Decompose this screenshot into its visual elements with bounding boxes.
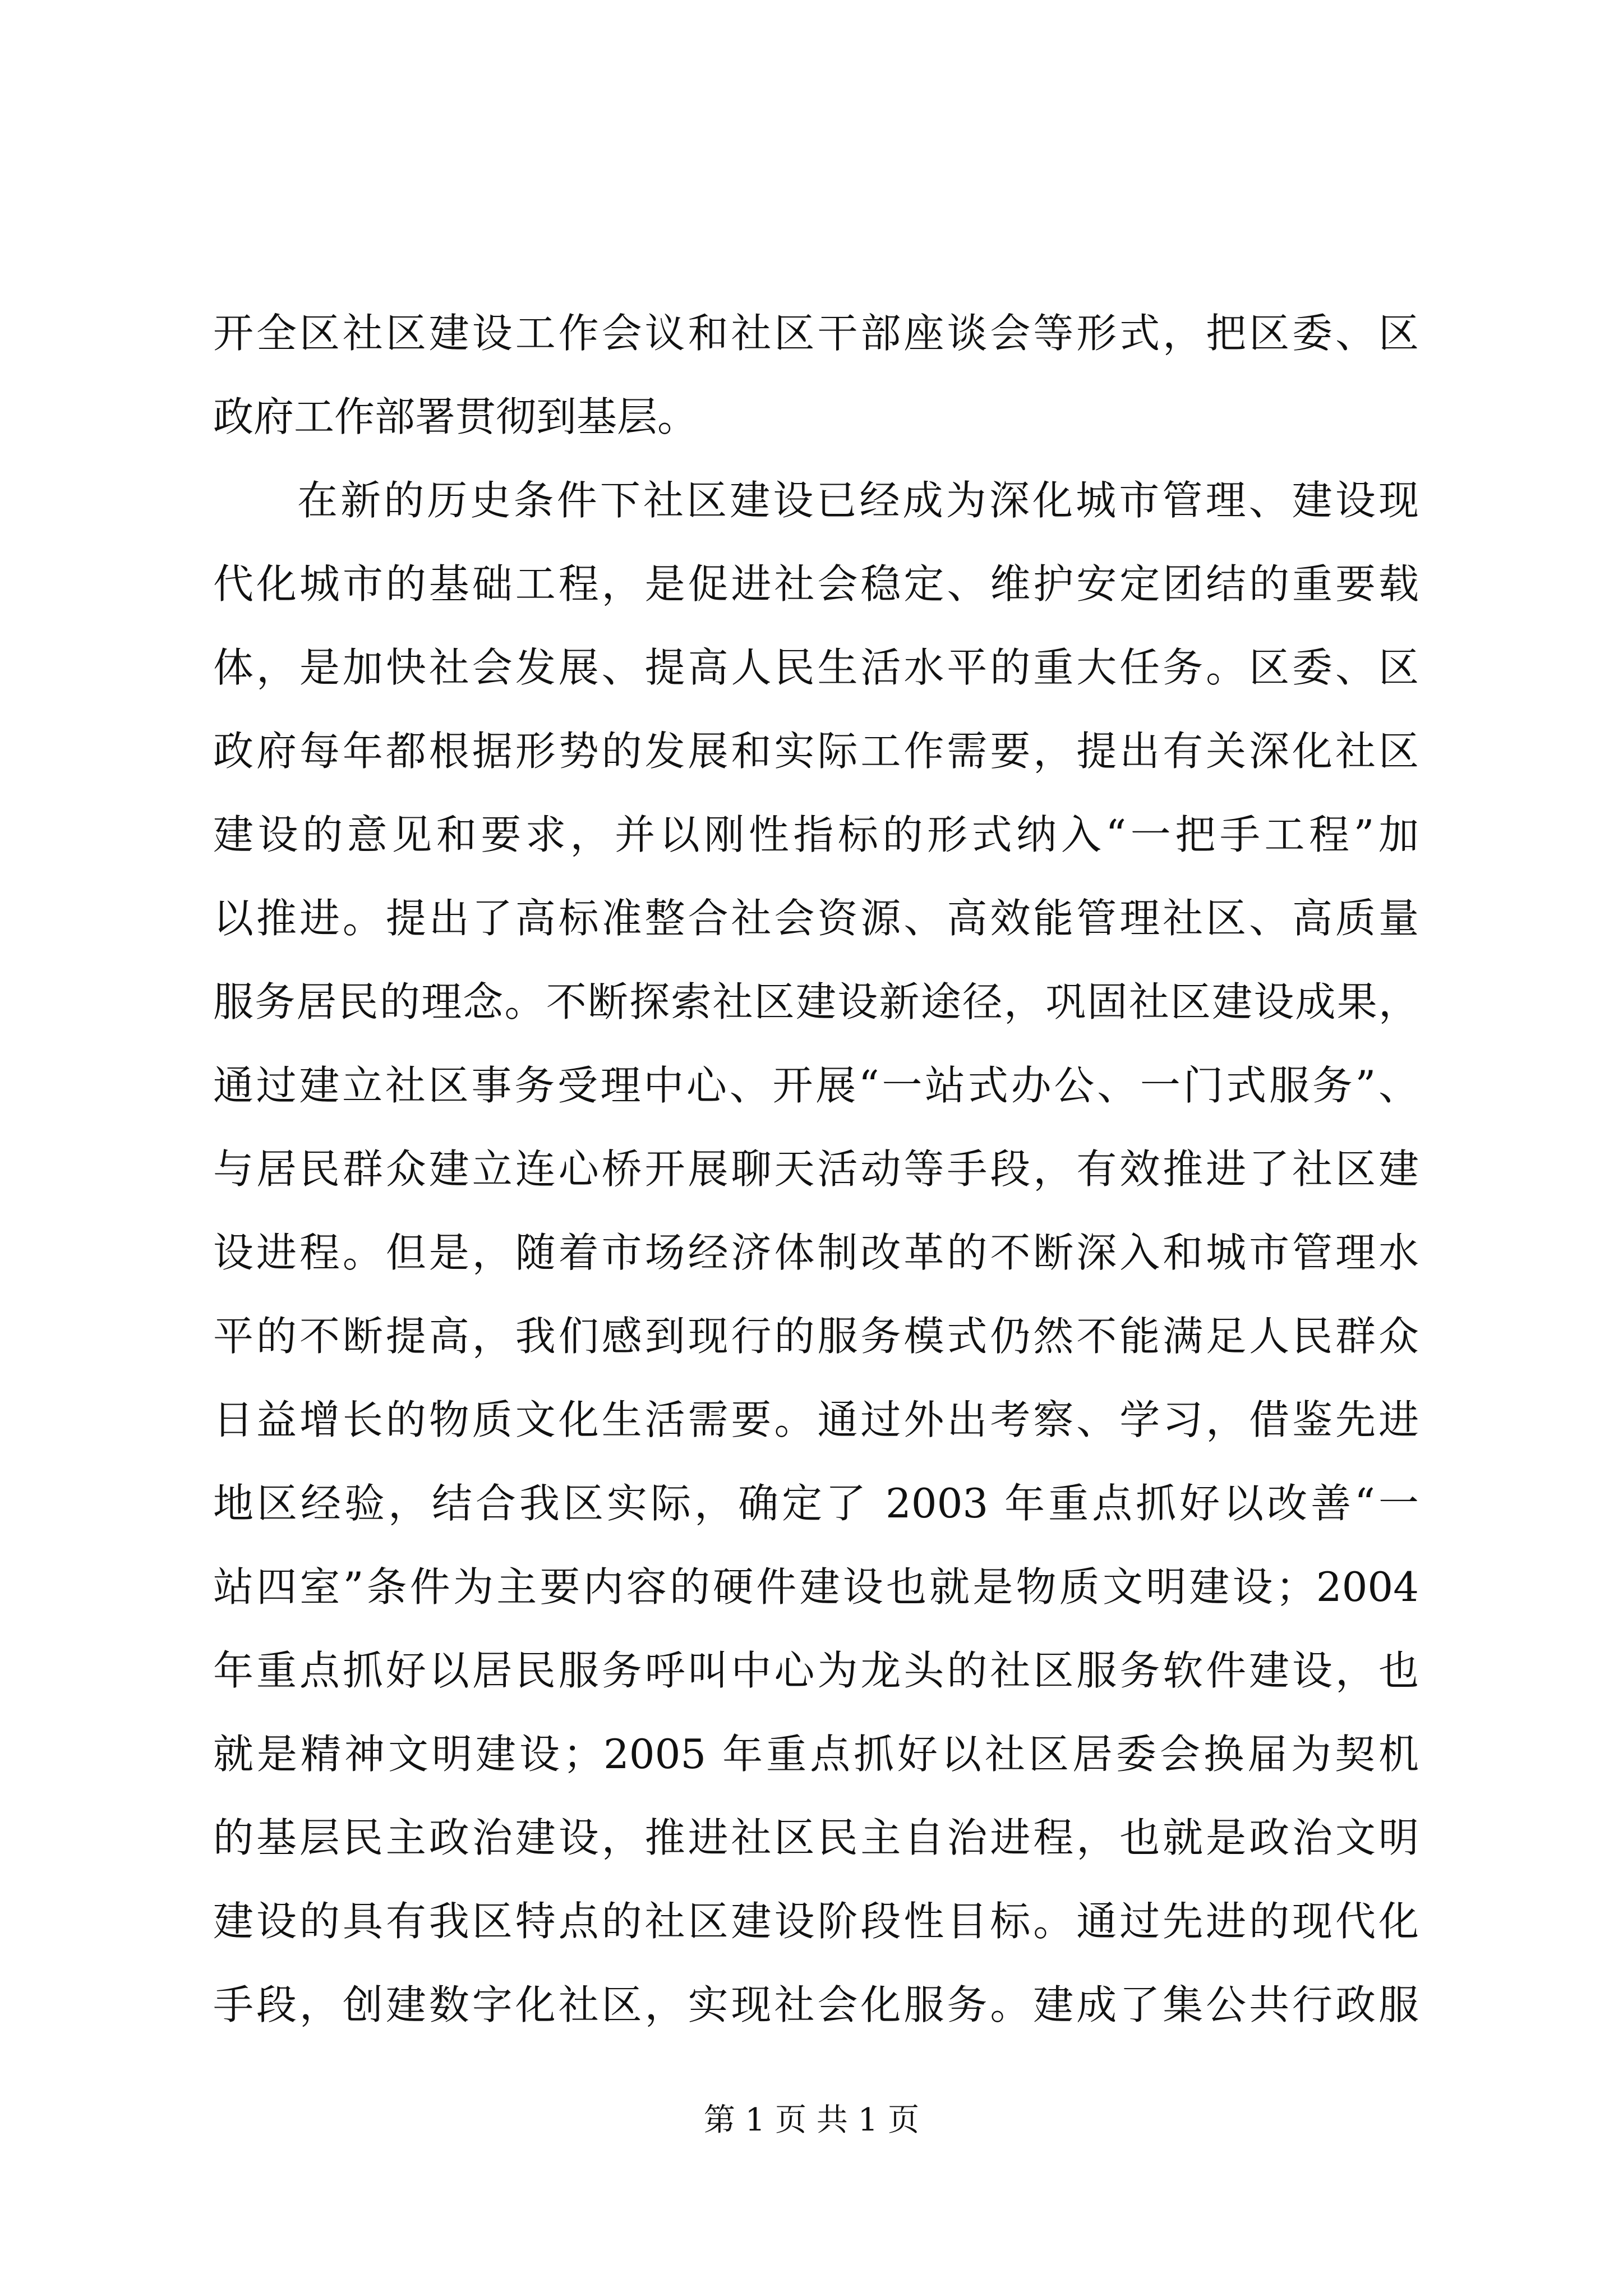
text-line: 站四室”条件为主要内容的硬件建设也就是物质文明建设；2004 [213,1563,1419,1611]
page-number-label: 第 1 页 共 1 页 [703,2102,920,2138]
text-line: 在新的历史条件下社区建设已经成为深化城市管理、建设现 [297,477,1419,524]
text-line: 开全区社区建设工作会议和社区干部座谈会等形式，把区委、区 [213,310,1419,357]
text-line: 代化城市的基础工程，是促进社会稳定、维护安定团结的重要载 [213,560,1419,608]
text-line: 地区经验，结合我区实际，确定了 2003 年重点抓好以改善“一 [213,1480,1419,1527]
text-line: 政府每年都根据形势的发展和实际工作需要，提出有关深化社区 [213,728,1419,775]
text-line: 建设的具有我区特点的社区建设阶段性目标。通过先进的现代化 [213,1898,1419,1945]
text-line: 政府工作部署贯彻到基层。 [213,393,698,440]
text-line: 就是精神文明建设；2005 年重点抓好以社区居委会换届为契机 [213,1731,1419,1778]
text-line: 的基层民主政治建设，推进社区民主自治进程，也就是政治文明 [213,1814,1419,1861]
text-line: 服务居民的理念。不断探索社区建设新途径，巩固社区建设成果， [213,978,1419,1025]
text-line: 与居民群众建立连心桥开展聊天活动等手段，有效推进了社区建 [213,1145,1419,1193]
body-text [213,292,1419,2047]
text-line: 建设的意见和要求，并以刚性指标的形式纳入“一把手工程”加 [213,811,1419,858]
text-line: 以推进。提出了高标准整合社会资源、高效能管理社区、高质量 [213,895,1419,942]
text-line: 年重点抓好以居民服务呼叫中心为龙头的社区服务软件建设，也 [213,1647,1419,1694]
text-line: 设进程。但是，随着市场经济体制改革的不断深入和城市管理水 [213,1229,1419,1276]
text-line: 通过建立社区事务受理中心、开展“一站式办公、一门式服务”、 [213,1062,1419,1109]
text-line: 体，是加快社会发展、提高人民生活水平的重大任务。区委、区 [213,644,1419,691]
text-line: 平的不断提高，我们感到现行的服务模式仍然不能满足人民群众 [213,1313,1419,1360]
text-line: 日益增长的物质文化生活需要。通过外出考察、学习，借鉴先进 [213,1396,1419,1443]
page-footer [0,2101,1623,2140]
text-line: 手段，创建数字化社区，实现社会化服务。建成了集公共行政服 [213,1981,1419,2028]
